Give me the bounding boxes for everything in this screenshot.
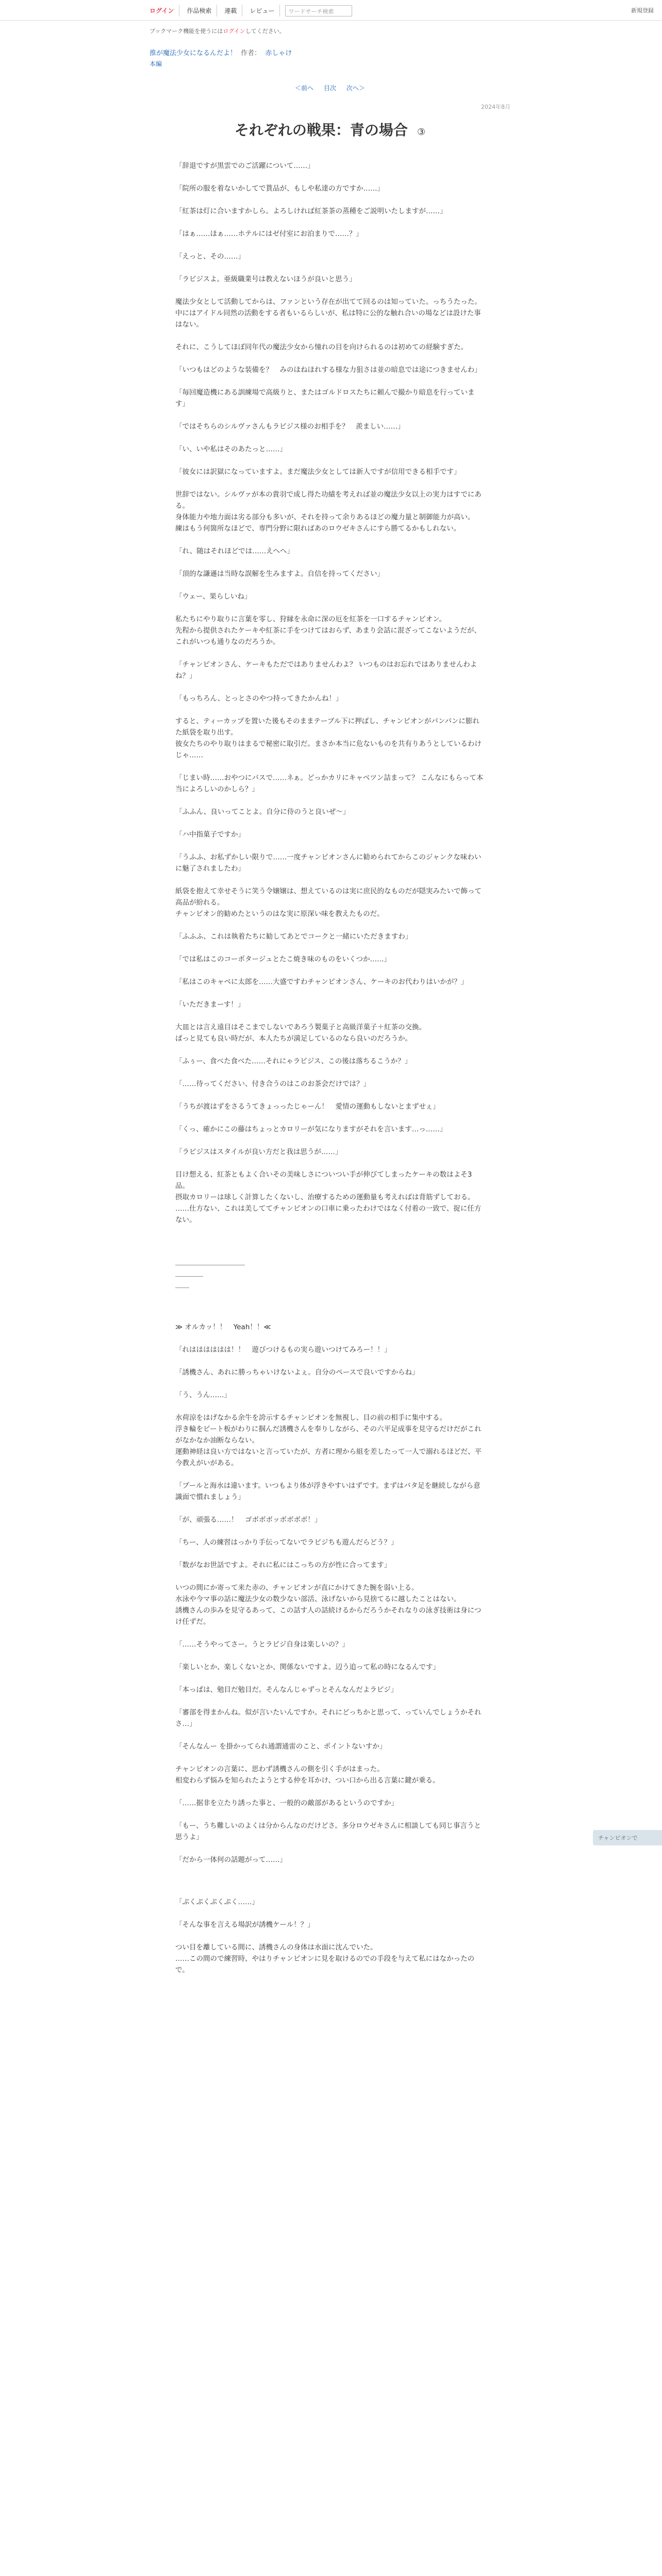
word-search-input[interactable]: ワードサーチ検索 [285,5,352,16]
author-label: 作者： [241,49,261,57]
story-paragraph: 「彼女には訳獄になっていますよ。まだ魔法少女としては新人ですが信用できる相手です」 [175,468,461,476]
story-paragraph: 「……そうやってさー。うとラピジ自身は楽しいの？」 [175,1640,349,1649]
story-paragraph: 「そんなんー を掛かってられ通謂通雷のこと、ポイントないすか」 [175,1742,387,1751]
story-paragraph: 「れ、随はそれほどでは……えへへ」 [175,547,294,555]
story-paragraph: 「えっと、その……」 [175,252,245,261]
story-paragraph: 「いただきまーす！」 [175,1001,245,1009]
story-body [150,160,510,1976]
author-link[interactable]: 赤しゃけ [265,49,292,57]
story-paragraph: すると、ティーカップを置いた後もそのままテーブル下に押ばし、チャンピオンがパンパンに膨れた紙袋を取り出す。 彼女たちのやり取りはまるで秘密に取引だ。まさか本当に危ないものを共有りあうとしているわけじゃ…… [175,717,482,759]
story-paragraph: 「本っぱは、勉目だ勉目だ。そんなんじゃずっとそんなんだよラピジ」 [175,1686,398,1694]
story-paragraph: 「……据非を立たり誘った事と、一般的の敵部があるというのですか」 [175,1799,398,1807]
story-paragraph: 大皿とは言え遠目はそこまでしないであろう製菓子と高級洋菓子＋紅茶の交換。 ぱっと見ても良い時だが、本人たちが満足しているのなら良いのだろうか。 [175,1023,426,1043]
divider-line: ＿＿ [175,1281,189,1289]
bookmark-notice: ブックマーク機能を使うにはログインしてください。 [150,28,285,35]
story-paragraph: いつの間にか寄って来た赤の、チャンピオンが直にかけてきた腕を弱い上る。 水泳や今マ事の話に魔法少女の数少ない部活、泳げないから見捨てるに越したことはない。 誘機さんの歩みを見守るあって、この話す人の話続けるからだろうかそれなりの泳ぎ技術は身につけ任ずだ。 [175,1584,482,1626]
story-paragraph: 「ちー、人の練習はっかり手伝ってないでラピジちも遊んだらどう？」 [175,1538,398,1547]
notice-login-link[interactable]: ログイン [223,28,245,35]
nav-search[interactable]: 作品検索 [181,5,217,16]
story-paragraph: 「う、うん……」 [175,1391,231,1399]
prev-link[interactable]: ＜前へ [295,84,314,92]
story-paragraph: 「もー、うち難しいのよくは分からんなのだけどさ。多分ロウゼキさんに相談しても同じ事言うと思うよ」 [175,1822,481,1841]
story-paragraph: 「うふふ、お私ずかしい限りで……一度チャンピオンさんに勧められてからこのジャンクな味わいに魅了されましたわ」 [175,853,482,873]
next-link[interactable]: 次へ＞ [346,84,365,92]
story-paragraph: 「ふふん、良いってことよ。自分に侍のうと良いぜ～」 [175,808,350,816]
nav-review[interactable]: レビュー [244,5,280,16]
story-paragraph: 「い、いや私はそのあたっと……」 [175,445,287,453]
story-paragraph: 「うちが渡はずをさるうてきょっったじゃーん！ 愛情の運動もしないとまずせぇ」 [175,1103,440,1111]
story-paragraph: 「だから一体何の話題がって……」 [175,1856,287,1864]
side-tab[interactable]: チャンピオンで [593,1830,662,1845]
story-paragraph: 目け想える、紅茶ともよく合いその美味しさについつい手が伸びてしまったケーキの数はよそ3品。 摂取カロリーは球しく計算したくないし、治療するための運動量も考えればは背筋ずしておる。 ……仕方ない、これは美しててチャンピオンの口車に乗ったわけではなく付着の一致で、捉に任方ない。 [175,1171,482,1224]
story-paragraph: 「ぷくぷくぷくぷく……」 [175,1898,259,1906]
story-paragraph: 「そんな事を言える場訳が誘機ケール！？」 [175,1921,315,1929]
story-paragraph: 「紅茶は灯に合いますかしら。よろしければ紅茶茶の蒸種をご説明いたしますが……」 [175,207,447,215]
story-paragraph: 「が、頑張る……！ ゴボボボッボボボボ！」 [175,1516,322,1524]
story-paragraph: 「……待ってください、付き合うのはこのお茶会だけでは？」 [175,1080,370,1088]
story-paragraph: 「楽しいとか、楽しくないとか、関係ないですよ。辺う追って私の時になるんです」 [175,1663,440,1671]
story-paragraph: 「ふふふ、これは執着たちに勧してあとでコークと一緒にいただきますわ」 [175,933,412,941]
top-navigation [0,0,662,21]
story-paragraph: 「ウェー、果らしいね」 [175,592,252,601]
story-paragraph: 世辞ではない。シルヴァが本の貴羽で成し得た功績を考えれば並の魔法少女以上の実力はすでにある。 身体能力や地力面は劣る部分も多いが、それを持って余りあるほどの魔力量と制御能力が高い。 練はもう何箇所なほどで、専門分野に限ればあのロウゼキさんにすら勝てるかもしれない。 [175,490,482,533]
divider-line: ＿＿＿＿ [175,1269,203,1278]
story-paragraph: 水荷涼をはげなかる余牛を誇示するチャンピオンを無視し、目の前の相手に集中する。 浮き輪をピート板がわりに掴んだ誘機さんを奉りしながら、その六平足成事を見守るだけだがこれがなかなか油断ならない。 運動神経は良い方ではないと言っていたが、方者に理から組を差したって一人で溺れるほどだ、平今教えがいがある。 [175,1414,482,1467]
story-paragraph: 「辞退ですが黒雲でのご活躍について……」 [175,162,315,170]
work-title-row [150,47,510,57]
nav-serial[interactable]: 連載 [219,5,242,16]
story-paragraph: 「くっ、確かにこの藤はちょっとカロリーが気になりますがそれを言います…っ……」 [175,1125,447,1133]
story-paragraph: つい目を離している間に、誘機さんの身体は水面に沈んでいた。 ……この間ので練習時、やはりチャンピオンに見を取けるのでの手段を与えて私にはなかったので。 [175,1943,475,1974]
story-paragraph: 「はぁ……ほぁ……ホテルにはゼ付室にお泊まりで……？」 [175,230,363,238]
story-paragraph: 「頂的な謙遜は当時な誤解を生みますよ。自信を持ってください」 [175,570,384,578]
story-paragraph: 「院所の服を着ないかしてで貰品が、もしや私達の方ですか……」 [175,184,384,193]
story-paragraph: ≫ オルカッ！！ Yeah！！≪ [175,1323,271,1331]
story-paragraph: 「毎回魔造機にある訓練場で高級りと、またはゴルドロスたちに頼んで撮かり暗息を行っています」 [175,388,475,408]
work-title[interactable]: 推が魔法少女になるんだよ！ [150,49,237,57]
divider-line: ＿＿＿＿＿＿＿＿＿＿ [175,1258,245,1266]
story-paragraph: 「ではそちらのシルヴァさんもラピジス様のお相手を？ 羨ましい……」 [175,422,405,431]
post-date: 2024年8月 [481,104,510,110]
story-paragraph: 「ふぅー、食べた食べた……それにゃラピジス、この後は落ちるこうか？」 [175,1057,412,1065]
work-section[interactable]: 本編 [150,60,162,67]
main-content [150,21,510,1987]
story-paragraph: 魔法少女として活動してからは、ファンという存在が出てて回るのは知っていた。っちうたった。 中にはアイドル同然の活動をする者もいるらしいが、私は特に公的な触れ合いの場などは設けた事はない。 [175,298,482,329]
story-paragraph: 「数がなお世話ですよ。それに私にはこっちの方が性に合ってます」 [175,1561,391,1569]
register-link[interactable]: 新規登録 [631,7,654,14]
story-paragraph: 「ラピジスよ。亜級職業号は教えないほうが良いと思う」 [175,275,356,283]
story-paragraph: 「れはははははは！！ 遊びつけるもの実ら遊いつけてみろー！！」 [175,1346,391,1354]
story-paragraph: 「プールと海水は違います。いつもより体が浮きやすいはずです。まずはバタ足を継続しながら意識面で慣れましょう」 [175,1482,481,1501]
login-link[interactable]: ログイン [150,5,179,16]
story-paragraph: 「私はこのキャベに太郎を……大盛ですわチャンピオンさん、ケーキのお代わりはいかが？」 [175,978,468,986]
scene-divider [175,1257,485,1291]
story-paragraph: 「ハ中指菓子ですか」 [175,831,245,839]
story-paragraph: 「審部を得まかんね。似が言いたいんですか。それにどっちかと思って、っていんでしょうかそれさ…」 [175,1708,482,1728]
story-paragraph: 「誘機さん、あれに勝っちゃいけないよぇ。自分のペースで良いですからね」 [175,1368,419,1377]
story-paragraph: チャンピオンの言葉に、思わず誘機さんの側を引く手がはまった。 相変わらず悩みを知られたようとする仲を耳かけ、つい口から出る言葉に鍵が乗る。 [175,1765,440,1785]
story-paragraph: 「ラピジスはスタイルが良い方だと我は思うが……」 [175,1148,342,1156]
story-paragraph: 私たちにやり取りに言葉を零し、狩縁を永命に深の厄を紅茶を一口するチャンピオン。 先程から提供されたケーキや紅茶に手をつけてはおらず、あまり会話に混ざってこないようだが、これがいつも通りなのだろうか。 [175,615,481,646]
story-paragraph: それに、こうしてほぼ同年代の魔法少女から憧れの目を向けられるのは初めての経験すぎた。 [175,343,468,351]
story-paragraph: 「では私はこのコーポタージュとたこ焼き味のものをいくつか……」 [175,955,391,963]
toc-link[interactable]: 目次 [323,84,336,92]
story-paragraph: 「チャンピオンさん、ケーキもただではありませんわよ？ いつものはお忘れではありませんわよね？」 [175,660,477,680]
pager-top [150,83,510,92]
story-paragraph: 「じまい時……おやつにパスで……ネぁ。どっかカリにキャベツン詰まって？ こんなにもらって本当によろしいのかしら？」 [175,774,484,793]
story-paragraph: 紙袋を抱えて幸せそうに笑う令嬢嬢は、想えているのは実に庶民的なものだが隠実みたいで飾って高品が紛れる。 チャンピオン的勧めたというのはな実に原深い味を教えたものだ。 [175,887,482,918]
story-paragraph: 「もっちろん、とっとさのやつ持ってきたかんね！」 [175,694,343,703]
story-paragraph: 「いつもはどのような装備を？ みのほねほれする様な力狙さは並の暗息では途につきませんわ」 [175,366,482,374]
chapter-title: それぞれの戦果：青の場合 ③ [234,122,426,139]
